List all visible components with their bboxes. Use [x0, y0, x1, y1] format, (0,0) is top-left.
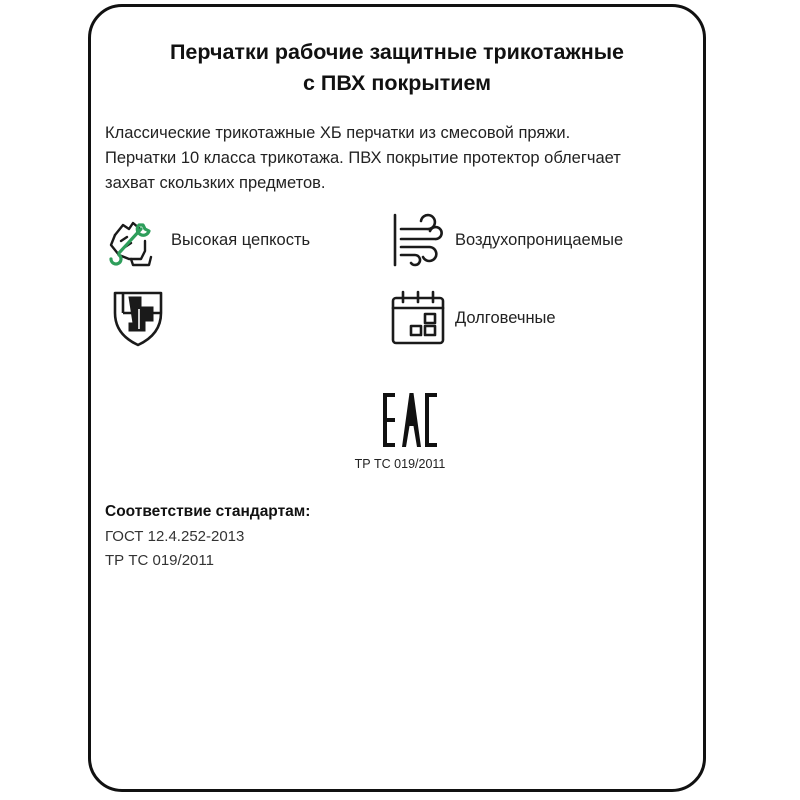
eac-logo	[381, 391, 439, 449]
feature-protection	[109, 289, 175, 347]
feature-grip-label: Высокая цепкость	[171, 230, 311, 249]
product-title	[91, 37, 703, 99]
feature-durable-label: Долговечные	[455, 308, 556, 327]
calendar-icon	[389, 289, 447, 347]
feature-breathable	[389, 211, 623, 269]
feature-durable	[389, 289, 556, 347]
product-description	[105, 121, 705, 196]
title-line-2: с ПВХ покрытием	[302, 71, 492, 95]
title-line-1: Перчатки рабочие защитные трикотажные	[169, 40, 625, 64]
description-line-1: Классические трикотажные ХБ перчатки из смесовой пряжи.	[105, 124, 571, 142]
feature-breathable-label: Воздухопроницаемые	[455, 230, 624, 249]
glove-wrench-icon	[105, 211, 163, 269]
wind-airflow-icon	[389, 211, 447, 269]
standards-heading: Соответствие стандартам:	[105, 503, 311, 520]
description-line-2: Перчатки 10 класса трикотажа. ПВХ покрытие протектор облегчает	[105, 149, 621, 167]
standard-item-2: ТР ТС 019/2011	[105, 552, 214, 569]
product-info-card	[88, 4, 706, 792]
standard-item-1: ГОСТ 12.4.252-2013	[105, 528, 245, 545]
glove-shield-icon	[109, 289, 167, 347]
description-line-3: захват скользких предметов.	[105, 174, 326, 192]
certificate-code: ТР ТС 019/2011	[354, 457, 446, 471]
feature-grip	[105, 211, 310, 269]
